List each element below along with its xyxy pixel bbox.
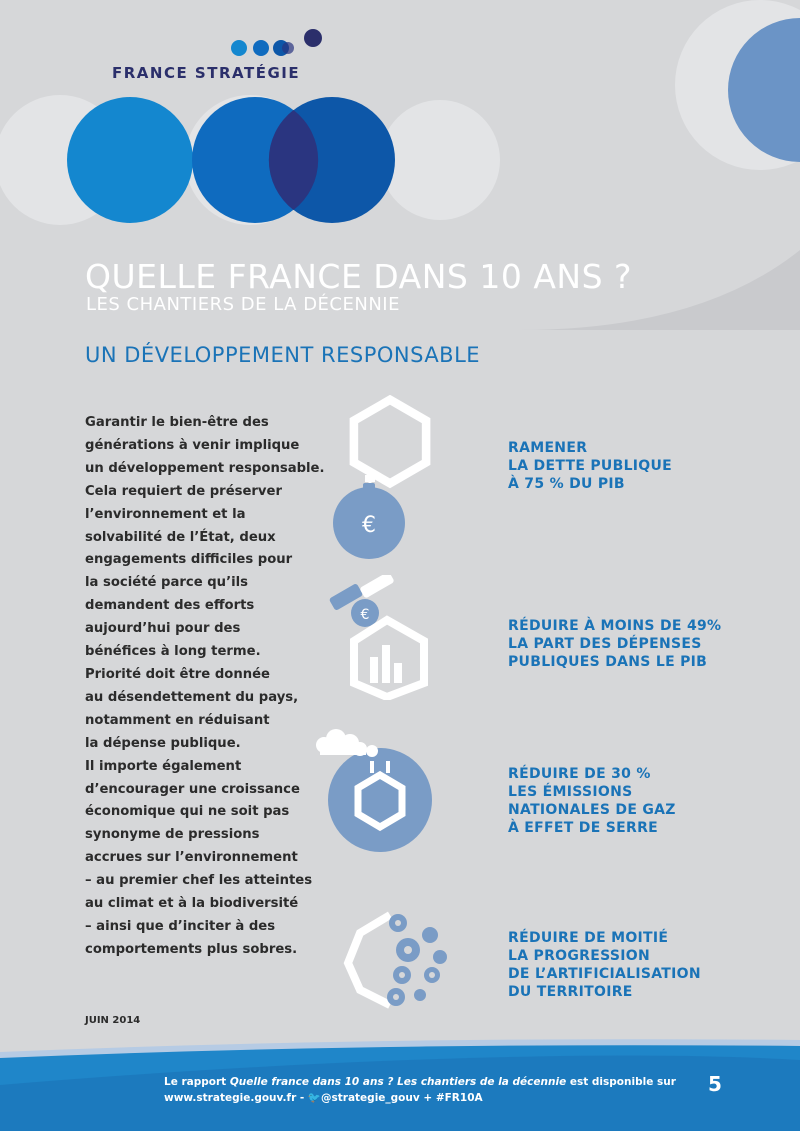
emissions-cloud-icon [310, 725, 440, 855]
goal-line: RÉDUIRE DE MOITIÉ [508, 930, 669, 946]
body-line: la société parce qu’ils [85, 575, 248, 591]
body-line: comportements plus sobres. [85, 941, 298, 957]
goal-line: À 75 % DU PIB [508, 476, 625, 492]
body-line: générations à venir implique [85, 437, 300, 453]
footer-line-1 [164, 1074, 676, 1090]
spending-chart-icon [320, 575, 440, 700]
body-line: engagements difficiles pour [85, 552, 293, 568]
flowers-icon [340, 905, 460, 1015]
goal-line: LES ÉMISSIONS [508, 784, 633, 800]
body-line: au climat et à la biodiversité [85, 896, 299, 912]
body-line: demandent des efforts [85, 598, 255, 614]
body-line: – au premier chef les atteintes [85, 873, 313, 889]
body-paragraph [85, 412, 325, 962]
body-line: Priorité doit être donnée [85, 666, 270, 682]
weight-euro-icon [325, 395, 445, 565]
body-line: accrues sur l’environnement [85, 850, 298, 866]
goal-line: DU TERRITOIRE [508, 984, 633, 1000]
body-line: synonyme de pressions [85, 827, 260, 843]
goal-land [508, 929, 701, 1001]
hashtag: + #FR10A [423, 1092, 483, 1104]
goal-line: DE L’ARTIFICIALISATION [508, 966, 701, 982]
goal-debt [508, 439, 672, 493]
goal-line: RÉDUIRE À MOINS DE 49% [508, 618, 722, 634]
body-line: économique qui ne soit pas [85, 804, 290, 820]
logo-icon [231, 29, 322, 56]
body-line: notamment en réduisant [85, 712, 270, 728]
body-line: l’environnement et la [85, 506, 246, 522]
svg-text:€: € [360, 607, 370, 623]
report-title: Quelle france dans 10 ans ? Les chantiers de la décennie [229, 1076, 567, 1088]
publication-date: JUIN 2014 [85, 1015, 141, 1026]
footer-suffix: est disponible sur [566, 1076, 676, 1088]
goal-emissions [508, 765, 676, 837]
goal-line: RÉDUIRE DE 30 % [508, 766, 651, 782]
body-line: au désendettement du pays, [85, 689, 299, 705]
svg-text:€: € [362, 513, 376, 538]
goal-line: PUBLIQUES DANS LE PIB [508, 654, 708, 670]
footer-prefix: Le rapport [164, 1076, 230, 1088]
circle-light-blue [67, 97, 193, 223]
footer-text [164, 1074, 676, 1106]
goal-spending [508, 617, 721, 671]
body-line: d’encourager une croissance [85, 781, 300, 797]
body-line: solvabilité de l’État, deux [85, 529, 276, 545]
goal-line: À EFFET DE SERRE [508, 820, 659, 836]
body-line: – ainsi que d’inciter à des [85, 918, 276, 934]
body-line: bénéfices à long terme. [85, 644, 261, 660]
body-line: Garantir le bien-être des [85, 415, 269, 430]
footer-line-2: www.strategie.gouv.fr - 🐦@strategie_gouv + #FR10A [164, 1092, 483, 1104]
goal-line: NATIONALES DE GAZ [508, 802, 676, 818]
body-line: la dépense publique. [85, 735, 241, 751]
page-title: QUELLE FRANCE DANS 10 ANS ? [85, 257, 633, 296]
body-line: Il importe également [85, 758, 242, 774]
goal-line: RAMENER [508, 440, 588, 456]
twitter-handle[interactable]: @strategie_gouv [321, 1092, 420, 1104]
body-line: Cela requiert de préserver [85, 483, 282, 499]
page-number: 5 [708, 1072, 722, 1096]
website-link[interactable]: www.strategie.gouv.fr [164, 1092, 297, 1104]
section-heading: UN DÉVELOPPEMENT RESPONSABLE [85, 343, 481, 367]
goal-line: LA PART DES DÉPENSES [508, 636, 702, 652]
goal-line: LA DETTE PUBLIQUE [508, 458, 673, 474]
twitter-icon: 🐦 [307, 1092, 321, 1104]
page-subtitle: LES CHANTIERS DE LA DÉCENNIE [86, 294, 400, 315]
body-line: un développement responsable. [85, 460, 325, 476]
body-line: aujourd’hui pour des [85, 621, 241, 637]
brand-name: FRANCE STRATÉGIE [112, 64, 301, 82]
goal-line: LA PROGRESSION [508, 948, 650, 964]
